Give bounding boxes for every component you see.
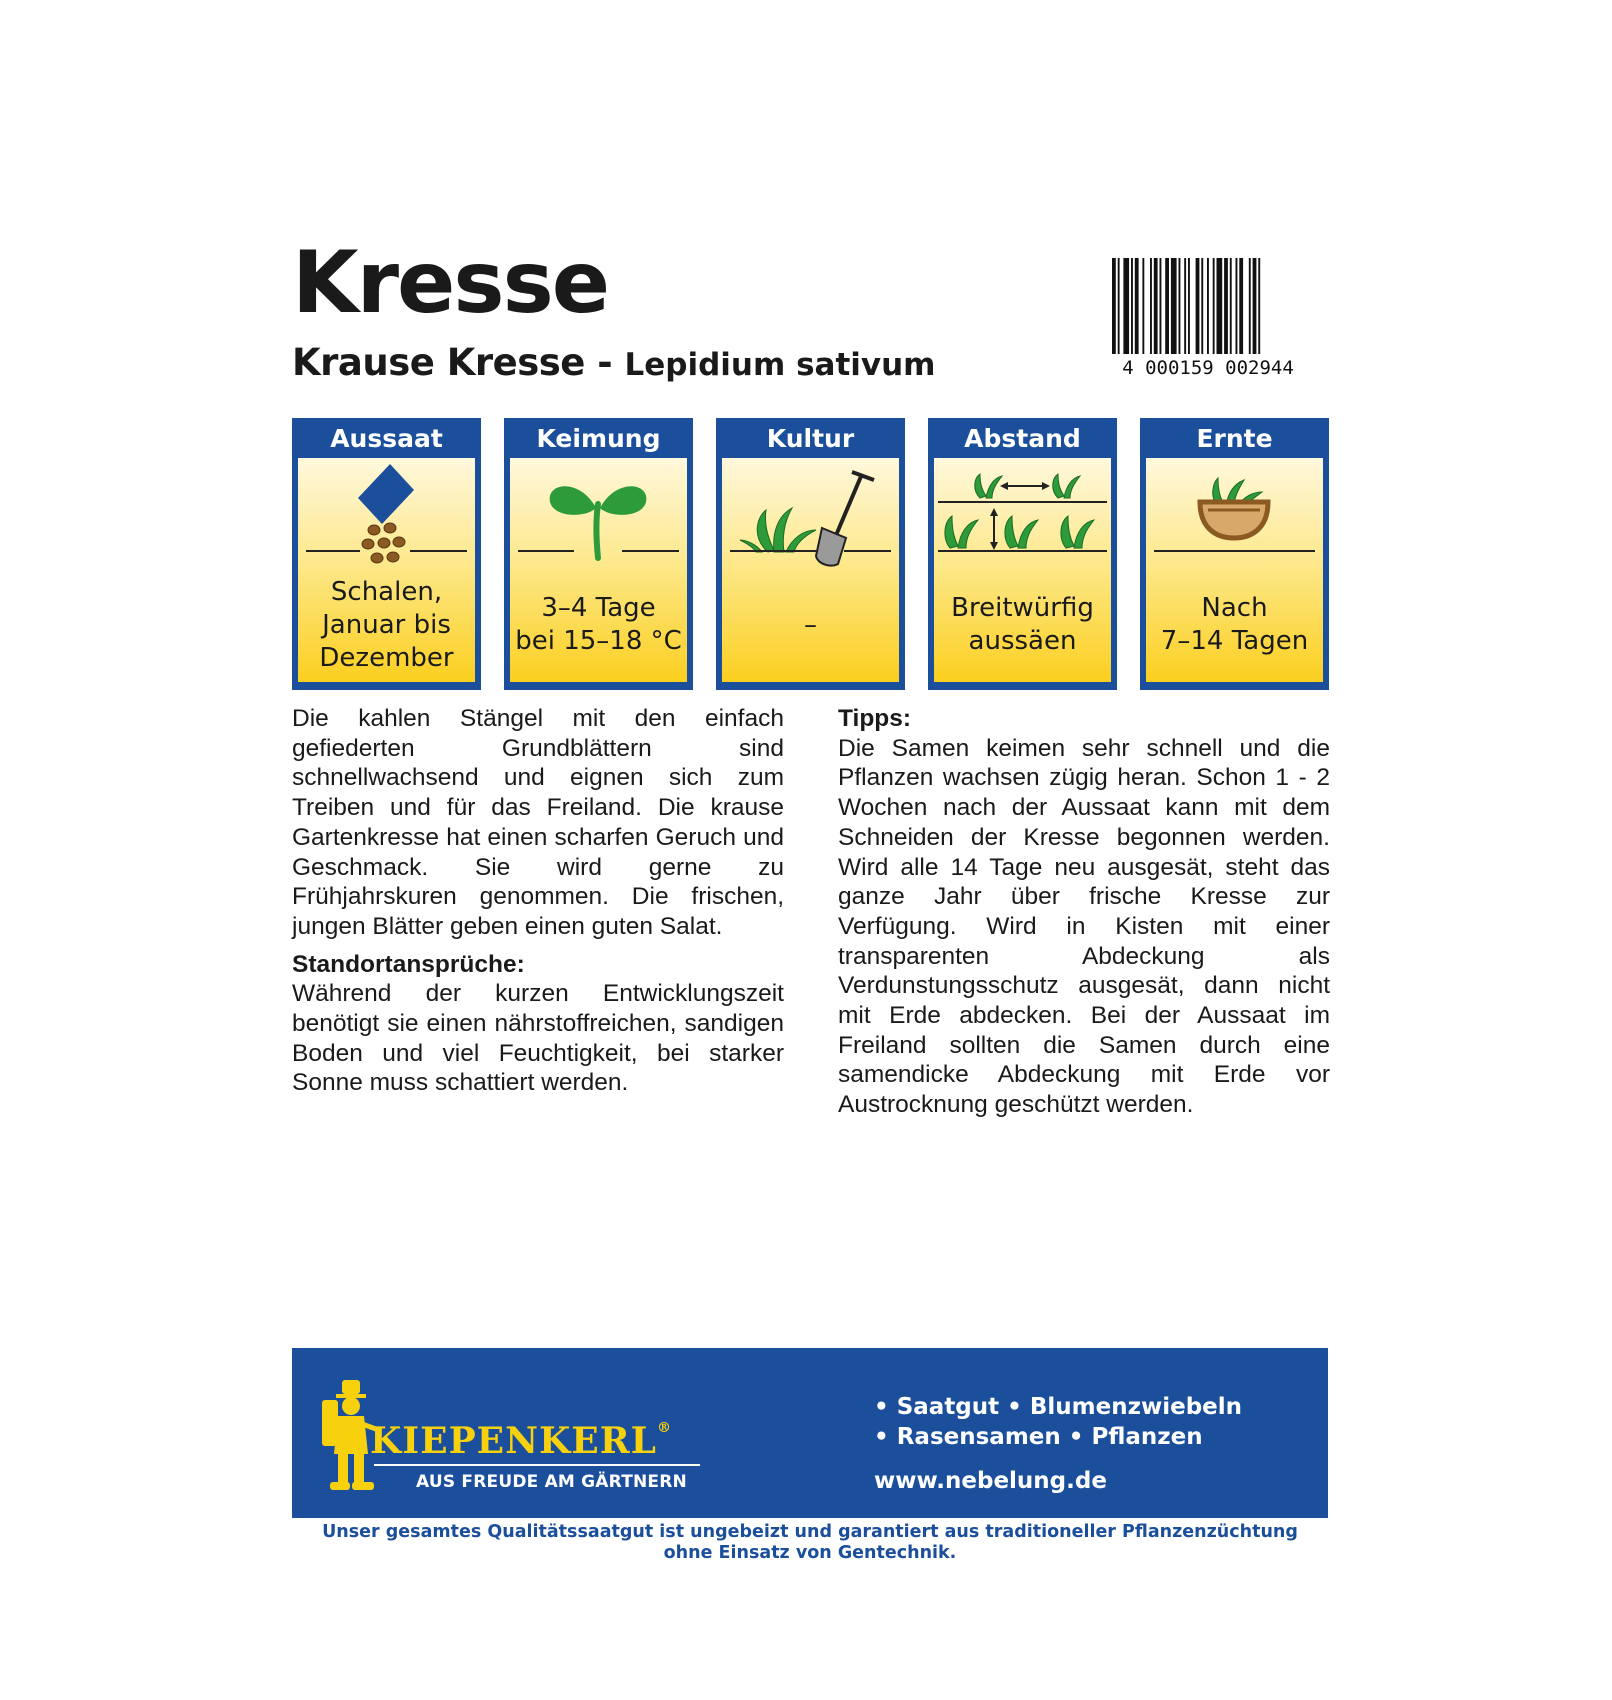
brand-logo: KIEPENKERL® [370, 1420, 672, 1462]
barcode [1108, 258, 1308, 376]
variety-name: Krause Kresse [292, 341, 585, 384]
tips-heading: Tipps: [838, 705, 912, 732]
panel-title: Aussaat [330, 424, 443, 453]
panel-aussaat-text: Schalen, Januar bis Dezember [319, 576, 454, 673]
panel-keimung-text: 3–4 Tage bei 15–18 °C [515, 593, 682, 656]
description-intro: Die kahlen Stängel mit den einfach gefiederten Grundblättern sind schnellwachsend und eignen sich zum Treiben und für das Freiland. Die krause Gartenkresse hat einen scharfen Geruch und Geschmack. Sie wird gerne zu Frühjahrskuren genommen. Die frischen, jungen Blätter geben einen guten Salat. [292, 705, 784, 940]
panel-aussaat [292, 418, 481, 690]
gmo-free-disclaimer: Unser gesamtes Qualitätssaatgut ist ungebeizt und garantiert aus traditioneller Pflanzenzüchtung ohne Einsatz von Gentechnik. [322, 1522, 1298, 1563]
location-text: Während der kurzen Entwicklungszeit benötigt sie einen nährstoffreichen, sandigen Boden und viel Feuchtigkeit, bei starker Sonne muss schattiert werden. [292, 980, 784, 1097]
spade-icon [722, 458, 899, 568]
panel-kultur [716, 418, 905, 690]
panel-kultur-text: – [804, 609, 817, 640]
services-list [874, 1392, 1242, 1452]
panel-abstand-text: Breitwürfig aussäen [951, 593, 1094, 656]
sprout-icon [510, 458, 687, 568]
panel-title: Kultur [766, 424, 855, 453]
tips-text: Die Samen keimen sehr schnell und die Pflanzen wachsen zügig heran. Schon 1 - 2 Wochen nach der Aussaat kann mit dem Schneiden der Kresse begonnen werden. Wird alle 14 Tage neu ausgesät, steht das ganze Jahr über frische Kresse zur Verfügung. Wird in Kisten mit einer transparenten Abdeckung als Verdunstungsschutz ausgesät, dann nicht mit Erde abdecken. Bei der Aussaat im Freiland sollten die Samen durch eine samendicke Abdeckung mit Erde vor Austrocknung geschützt werden. [838, 734, 1330, 1119]
harvest-basket-icon [1146, 458, 1323, 568]
product-subtitle [292, 341, 936, 384]
panel-ernte-text: Nach 7–14 Tagen [1160, 593, 1309, 656]
panel-ernte [1140, 418, 1329, 690]
panel-title: Ernte [1196, 424, 1273, 453]
brand-tagline: AUS FREUDE AM GÄRTNERN [416, 1472, 687, 1492]
brand-divider [374, 1464, 700, 1466]
location-heading: Standortansprüche: [292, 950, 525, 978]
tips-column [838, 704, 1330, 1120]
panel-keimung [504, 418, 693, 690]
services-line-1: • Saatgut • Blumenzwiebeln [874, 1394, 1243, 1420]
panel-title: Keimung [536, 424, 661, 453]
spacing-icon [934, 458, 1111, 568]
barcode-number: 4 000159 002944 [1122, 357, 1294, 376]
description-column [292, 704, 784, 1098]
website-link[interactable]: www.nebelung.de [874, 1468, 1107, 1494]
seed-packet-icon [298, 458, 475, 568]
panel-title: Abstand [964, 424, 1081, 453]
subtitle-separator: - [584, 341, 625, 384]
panel-abstand [928, 418, 1117, 690]
services-line-2: • Rasensamen • Pflanzen [874, 1424, 1203, 1450]
latin-name: Lepidium sativum [624, 347, 936, 383]
brand-footer [292, 1348, 1328, 1518]
product-title: Kresse [292, 233, 609, 333]
